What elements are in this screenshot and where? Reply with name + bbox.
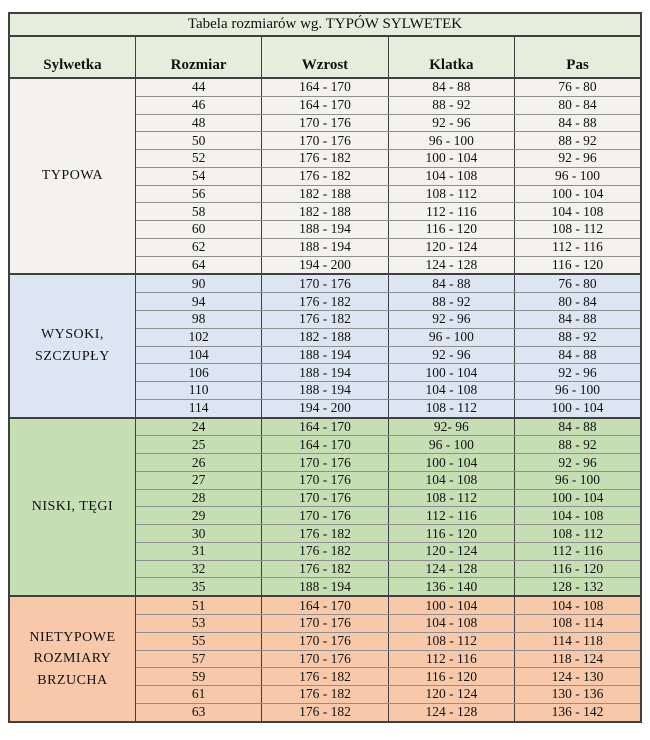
waist-cell: 104 - 108 [515, 507, 641, 525]
chest-cell: 88 - 92 [388, 293, 514, 311]
height-cell: 170 - 176 [262, 632, 388, 650]
chest-cell: 96 - 100 [388, 328, 514, 346]
height-cell: 170 - 176 [262, 507, 388, 525]
height-cell: 176 - 182 [262, 167, 388, 185]
size-cell: 46 [135, 96, 261, 114]
waist-cell: 84 - 88 [515, 418, 641, 436]
height-cell: 170 - 176 [262, 471, 388, 489]
column-header-klatka: Klatka [388, 36, 514, 78]
waist-cell: 114 - 118 [515, 632, 641, 650]
chest-cell: 124 - 128 [388, 560, 514, 578]
height-cell: 164 - 170 [262, 596, 388, 614]
size-cell: 28 [135, 489, 261, 507]
chest-cell: 116 - 120 [388, 668, 514, 686]
table-row [9, 78, 641, 96]
waist-cell: 104 - 108 [515, 596, 641, 614]
height-cell: 182 - 188 [262, 203, 388, 221]
size-cell: 114 [135, 399, 261, 417]
height-cell: 188 - 194 [262, 221, 388, 239]
chest-cell: 84 - 88 [388, 274, 514, 292]
height-cell: 176 - 182 [262, 293, 388, 311]
height-cell: 176 - 182 [262, 668, 388, 686]
size-cell: 32 [135, 560, 261, 578]
waist-cell: 96 - 100 [515, 167, 641, 185]
size-cell: 24 [135, 418, 261, 436]
waist-cell: 88 - 92 [515, 328, 641, 346]
group-label-nietypowe-rozmiary-brzucha: NIETYPOWE ROZMIARY BRZUCHA [9, 596, 135, 722]
waist-cell: 128 - 132 [515, 578, 641, 596]
chest-cell: 124 - 128 [388, 256, 514, 274]
chest-cell: 104 - 108 [388, 167, 514, 185]
size-cell: 44 [135, 78, 261, 96]
height-cell: 176 - 182 [262, 311, 388, 329]
waist-cell: 108 - 114 [515, 615, 641, 633]
size-cell: 55 [135, 632, 261, 650]
size-cell: 102 [135, 328, 261, 346]
size-cell: 98 [135, 311, 261, 329]
chest-cell: 104 - 108 [388, 615, 514, 633]
height-cell: 170 - 176 [262, 132, 388, 150]
chest-cell: 108 - 112 [388, 399, 514, 417]
height-cell: 176 - 182 [262, 560, 388, 578]
height-cell: 188 - 194 [262, 364, 388, 382]
waist-cell: 112 - 116 [515, 238, 641, 256]
size-cell: 26 [135, 454, 261, 472]
size-table [8, 12, 642, 723]
waist-cell: 76 - 80 [515, 78, 641, 96]
size-cell: 60 [135, 221, 261, 239]
height-cell: 194 - 200 [262, 399, 388, 417]
size-cell: 50 [135, 132, 261, 150]
size-cell: 56 [135, 185, 261, 203]
chest-cell: 92 - 96 [388, 311, 514, 329]
height-cell: 164 - 170 [262, 78, 388, 96]
chest-cell: 116 - 120 [388, 221, 514, 239]
chest-cell: 92 - 96 [388, 114, 514, 132]
size-cell: 64 [135, 256, 261, 274]
waist-cell: 92 - 96 [515, 150, 641, 168]
size-cell: 29 [135, 507, 261, 525]
waist-cell: 136 - 142 [515, 703, 641, 722]
height-cell: 188 - 194 [262, 578, 388, 596]
height-cell: 176 - 182 [262, 703, 388, 722]
size-cell: 57 [135, 650, 261, 668]
height-cell: 164 - 170 [262, 96, 388, 114]
column-header-pas: Pas [515, 36, 641, 78]
height-cell: 188 - 194 [262, 382, 388, 400]
height-cell: 170 - 176 [262, 650, 388, 668]
table-row [9, 596, 641, 614]
size-cell: 62 [135, 238, 261, 256]
height-cell: 176 - 182 [262, 686, 388, 704]
size-cell: 63 [135, 703, 261, 722]
waist-cell: 108 - 112 [515, 221, 641, 239]
chest-cell: 96 - 100 [388, 436, 514, 454]
chest-cell: 120 - 124 [388, 542, 514, 560]
height-cell: 170 - 176 [262, 114, 388, 132]
size-cell: 48 [135, 114, 261, 132]
waist-cell: 130 - 136 [515, 686, 641, 704]
waist-cell: 100 - 104 [515, 489, 641, 507]
chest-cell: 124 - 128 [388, 703, 514, 722]
waist-cell: 116 - 120 [515, 256, 641, 274]
table-title: Tabela rozmiarów wg. TYPÓW SYLWETEK [9, 13, 641, 36]
height-cell: 188 - 194 [262, 238, 388, 256]
table-row [9, 418, 641, 436]
chest-cell: 108 - 112 [388, 185, 514, 203]
size-cell: 51 [135, 596, 261, 614]
waist-cell: 118 - 124 [515, 650, 641, 668]
waist-cell: 96 - 100 [515, 471, 641, 489]
chest-cell: 100 - 104 [388, 454, 514, 472]
waist-cell: 96 - 100 [515, 382, 641, 400]
height-cell: 182 - 188 [262, 328, 388, 346]
table-row [9, 274, 641, 292]
height-cell: 170 - 176 [262, 274, 388, 292]
table-body [9, 78, 641, 722]
chest-cell: 108 - 112 [388, 489, 514, 507]
waist-cell: 88 - 92 [515, 436, 641, 454]
chest-cell: 92- 96 [388, 418, 514, 436]
waist-cell: 116 - 120 [515, 560, 641, 578]
chest-cell: 112 - 116 [388, 507, 514, 525]
chest-cell: 108 - 112 [388, 632, 514, 650]
height-cell: 176 - 182 [262, 525, 388, 543]
size-cell: 59 [135, 668, 261, 686]
size-cell: 104 [135, 346, 261, 364]
waist-cell: 84 - 88 [515, 114, 641, 132]
size-cell: 54 [135, 167, 261, 185]
height-cell: 164 - 170 [262, 418, 388, 436]
height-cell: 164 - 170 [262, 436, 388, 454]
waist-cell: 80 - 84 [515, 293, 641, 311]
height-cell: 170 - 176 [262, 489, 388, 507]
chest-cell: 100 - 104 [388, 364, 514, 382]
height-cell: 170 - 176 [262, 615, 388, 633]
column-header-sylwetka: Sylwetka [9, 36, 135, 78]
column-header-rozmiar: Rozmiar [135, 36, 261, 78]
chest-cell: 104 - 108 [388, 471, 514, 489]
waist-cell: 104 - 108 [515, 203, 641, 221]
waist-cell: 100 - 104 [515, 399, 641, 417]
size-cell: 53 [135, 615, 261, 633]
chest-cell: 120 - 124 [388, 238, 514, 256]
height-cell: 182 - 188 [262, 185, 388, 203]
size-cell: 110 [135, 382, 261, 400]
chest-cell: 120 - 124 [388, 686, 514, 704]
waist-cell: 124 - 130 [515, 668, 641, 686]
waist-cell: 100 - 104 [515, 185, 641, 203]
height-cell: 188 - 194 [262, 346, 388, 364]
chest-cell: 92 - 96 [388, 346, 514, 364]
waist-cell: 84 - 88 [515, 346, 641, 364]
chest-cell: 104 - 108 [388, 382, 514, 400]
waist-cell: 112 - 116 [515, 542, 641, 560]
waist-cell: 108 - 112 [515, 525, 641, 543]
waist-cell: 76 - 80 [515, 274, 641, 292]
height-cell: 176 - 182 [262, 150, 388, 168]
waist-cell: 92 - 96 [515, 454, 641, 472]
chest-cell: 88 - 92 [388, 96, 514, 114]
group-label-wysoki-szczuply: WYSOKI, SZCZUPŁY [9, 274, 135, 417]
chest-cell: 100 - 104 [388, 150, 514, 168]
chest-cell: 112 - 116 [388, 650, 514, 668]
size-cell: 25 [135, 436, 261, 454]
column-header-wzrost: Wzrost [262, 36, 388, 78]
table-title-row [9, 13, 641, 36]
height-cell: 194 - 200 [262, 256, 388, 274]
size-cell: 27 [135, 471, 261, 489]
table-header-row [9, 36, 641, 78]
chest-cell: 84 - 88 [388, 78, 514, 96]
group-label-typowa: TYPOWA [9, 78, 135, 274]
waist-cell: 80 - 84 [515, 96, 641, 114]
chest-cell: 136 - 140 [388, 578, 514, 596]
group-label-niski-tegi: NISKI, TĘGI [9, 418, 135, 597]
size-cell: 106 [135, 364, 261, 382]
waist-cell: 92 - 96 [515, 364, 641, 382]
chest-cell: 112 - 116 [388, 203, 514, 221]
size-cell: 61 [135, 686, 261, 704]
waist-cell: 84 - 88 [515, 311, 641, 329]
waist-cell: 88 - 92 [515, 132, 641, 150]
size-cell: 90 [135, 274, 261, 292]
size-cell: 35 [135, 578, 261, 596]
height-cell: 176 - 182 [262, 542, 388, 560]
size-cell: 30 [135, 525, 261, 543]
size-cell: 52 [135, 150, 261, 168]
chest-cell: 96 - 100 [388, 132, 514, 150]
size-cell: 58 [135, 203, 261, 221]
size-cell: 94 [135, 293, 261, 311]
chest-cell: 116 - 120 [388, 525, 514, 543]
height-cell: 170 - 176 [262, 454, 388, 472]
size-cell: 31 [135, 542, 261, 560]
chest-cell: 100 - 104 [388, 596, 514, 614]
size-table-container [8, 12, 642, 723]
